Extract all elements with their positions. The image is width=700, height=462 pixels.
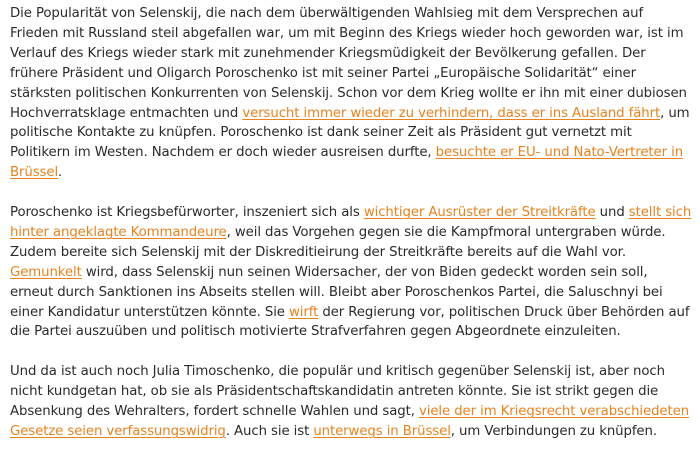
link-poroschenko-travel[interactable]: versucht immer wieder zu verhindern, dass er ins Ausland fährt — [242, 105, 661, 121]
link-unconstitutional-laws[interactable]: viele der im Kriegsrecht verabschiedeten Gesetze seien verfassungswidrig — [10, 404, 690, 439]
text: . — [58, 165, 63, 181]
text: Die Popularität von Selenskij, die nach dem überwältigenden Wahlsieg mit dem Versprechen auf Frieden mit Russland steil abgefallen war, um mit Beginn des Kriegs wieder hoch geworden war, ist im Verlauf des Kriegs wieder stark mit zunehmender Kriegsmüdigkeit der Bevölkerung gefallen. Der frühere Präsident und Oligarch Poroschenko ist mit seiner Partei „Europäische Solidarität“ einer stärksten politischen Konkurrenten von Selenskij. Schon vor dem Krieg wollte er ihn mit einer dubiosen Hochverratsklage entmachten und — [10, 6, 687, 121]
text: der Regierung vor, politischen Druck über Behörden auf die Partei auszuüben und politisch motivierte Strafverfahren gegen Abgeordnete einzuleiten. — [10, 304, 690, 340]
link-accused-commanders[interactable]: stellt sich hinter angeklagte Kommandeure — [10, 205, 692, 240]
text: Und da ist auch noch Julia Timoschenko, die populär und kritisch gegenüber Selenskij ist, aber noch nicht kundgetan hat, ob sie als Präsidentschaftskandidatin antreten könnte. Sie ist strikt gegen die Absenkung des Wehralters, fordert schnelle Wahlen und sagt, — [10, 364, 665, 420]
paragraph-1 — [10, 4, 694, 183]
text: Poroschenko ist Kriegsbefürworter, inszeniert sich als — [10, 205, 364, 221]
link-gemunkelt[interactable]: Gemunkelt — [10, 264, 82, 280]
link-armed-forces-supplier[interactable]: wichtiger Ausrüster der Streitkräfte — [363, 205, 596, 221]
link-brussels-visit[interactable]: besuchte er EU- und Nato-Vertreter in Brüssel — [10, 145, 684, 181]
text: , um politische Kontakte zu knüpfen. Poroschenko ist dank seiner Zeit als Präsident gut vernetzt mit Politikern im Westen. Nachdem er doch wieder ausreisen durfte, — [10, 105, 690, 161]
article-body — [10, 4, 694, 462]
text: wird, dass Selenskij nun seinen Widersacher, der von Biden gedeckt worden sein soll, erneut durch Sanktionen ins Abseits stellen will. Bleibt aber Poroschenkos Partei, die Saluschnyi bei einer Kandidatur unterstützen könnte. Sie — [10, 264, 663, 320]
text: . Auch sie ist — [225, 424, 314, 439]
text: , um Verbindungen zu knüpfen. — [450, 424, 657, 439]
link-wirft[interactable]: wirft — [289, 304, 319, 320]
text: , weil das Vorgehen gegen sie die Kampfmoral untergraben würde. Zudem bereite sich Selenskij mit der Diskreditieirung der Streitkräfte bereits auf die Wahl vor. — [10, 224, 666, 260]
paragraph-2 — [10, 203, 694, 342]
link-brussels-trip[interactable]: unterwegs in Brüssel — [313, 424, 451, 439]
paragraph-3 — [10, 362, 694, 442]
text: und — [595, 205, 629, 221]
